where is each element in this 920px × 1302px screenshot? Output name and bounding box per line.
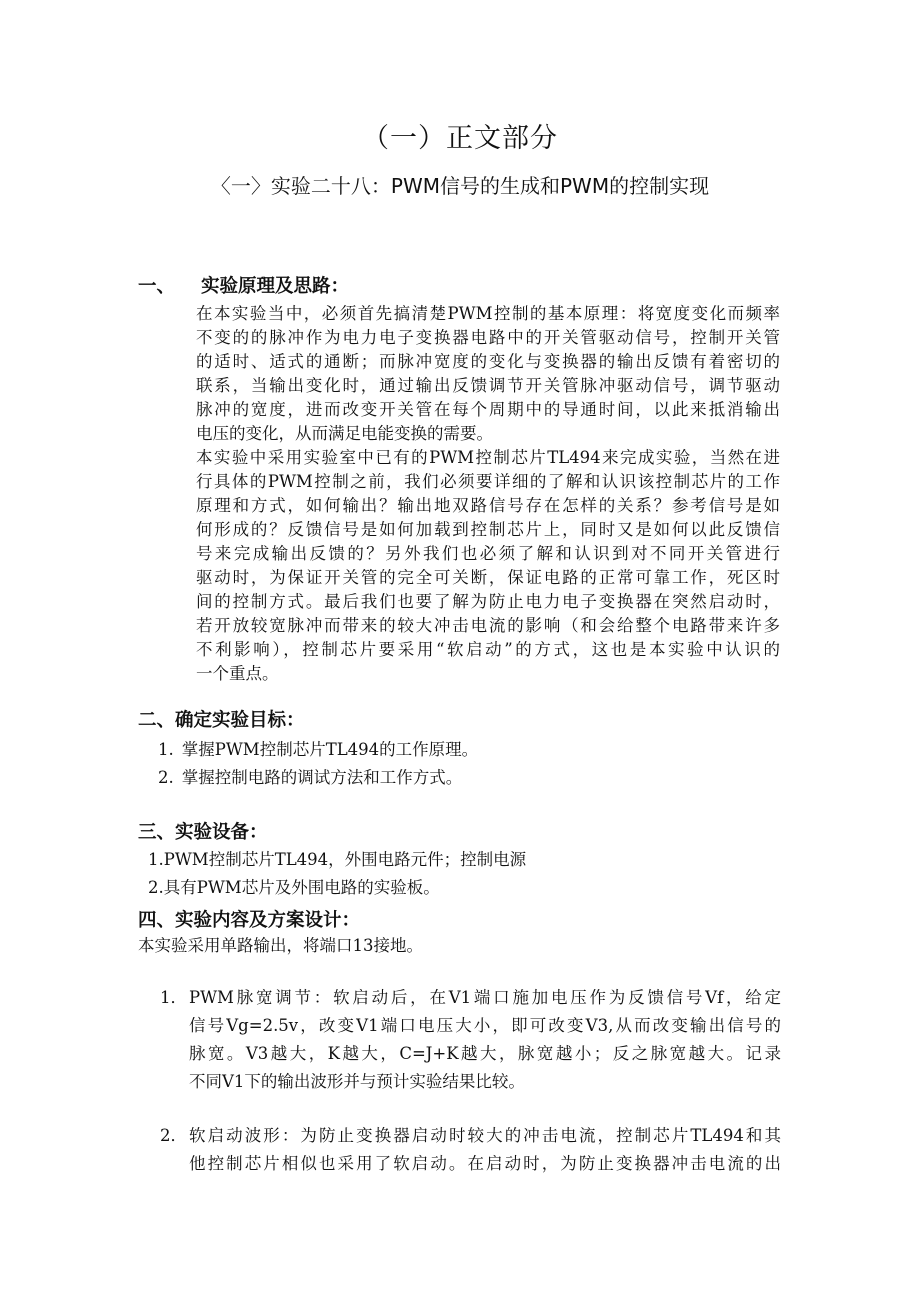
section-1-line: 驱动时，为保证开关管的完全可关断，保证电路的正常可靠工作，死区时: [196, 568, 780, 587]
content-item-1-line: 不同V1下的输出波形并与预计实验结果比较。: [189, 1072, 525, 1091]
section-1-line: 原理和方式，如何输出？输出地双路信号存在怎样的关系？参考信号是如: [196, 496, 780, 515]
section-1-line: 本实验中采用实验室中已有的PWM控制芯片TL494来完成实验，当然在进: [196, 448, 780, 467]
section-1-line: 不变的的脉冲作为电力电子变换器电路中的开关管驱动信号，控制开关管: [196, 328, 780, 347]
section-3-heading: 三、实验设备：: [138, 822, 268, 843]
section-1-line: 何形成的？反馈信号是如何加载到控制芯片上，同时又是如何以此反馈信: [196, 520, 780, 539]
content-item-1-number: 1．: [160, 988, 187, 1007]
section-1-line: 行具体的PWM控制之前，我们必须要详细的了解和认识该控制芯片的工作: [196, 472, 780, 491]
section-4-intro: 本实验采用单路输出，将端口13接地。: [138, 936, 423, 955]
section-1-line: 的适时、适式的通断；而脉冲宽度的变化与变换器的输出反馈有着密切的: [196, 352, 780, 371]
section-2-heading: 二、确定实验目标：: [138, 710, 305, 731]
goal-item-1-number: 1.: [158, 740, 174, 759]
section-1-title: 实验原理及思路：: [201, 276, 350, 297]
content-item-2-number: 2．: [160, 1126, 187, 1145]
section-1-number: 一、: [138, 276, 176, 297]
section-1-line: 不利影响），控制芯片要采用“软启动”的方式，这也是本实验中认识的: [196, 640, 780, 659]
content-item-1-line: PWM脉宽调节：软启动后，在V1端口施加电压作为反馈信号Vf，给定: [189, 988, 781, 1007]
section-1-line: 一个重点。: [196, 664, 279, 683]
goal-item-2-number: 2.: [158, 768, 174, 787]
content-item-1-line: 脉宽。V3越大，K越大，C=J+K越大，脉宽越小；反之脉宽越大。记录: [189, 1044, 781, 1063]
experiment-title: 〈一〉实验二十八：PWM信号的生成和PWM的控制实现: [210, 174, 710, 198]
equipment-item-2: 2.具有PWM芯片及外围电路的实验板。: [148, 878, 440, 897]
section-4-heading: 四、实验内容及方案设计：: [138, 910, 361, 931]
section-1-line: 联系，当输出变化时，通过输出反馈调节开关管脉冲驱动信号，调节驱动: [196, 376, 780, 395]
equipment-item-1: 1.PWM控制芯片TL494，外围电路元件；控制电源: [148, 850, 527, 869]
section-1-heading: [138, 272, 349, 298]
content-item-2-line: 软启动波形：为防止变换器启动时较大的冲击电流，控制芯片TL494和其: [189, 1126, 781, 1145]
section-1-line: 若开放较宽脉冲而带来的较大冲击电流的影响（和会给整个电路带来许多: [196, 616, 780, 635]
content-item-1-line: 信号Vg=2.5v，改变V1端口电压大小，即可改变V3,从而改变输出信号的: [189, 1016, 781, 1035]
goal-item-2: [158, 768, 462, 788]
page-title: （一）正文部分: [362, 123, 558, 154]
goal-item-1-text: 掌握PWM控制芯片TL494的工作原理。: [181, 740, 479, 759]
section-1-line: 在本实验当中，必须首先搞清楚PWM控制的基本原理：将宽度变化而频率: [196, 304, 780, 323]
section-1-line: 电压的变化，从而满足电能变换的需要。: [196, 424, 493, 443]
section-1-line: 号来完成输出反馈的？另外我们也必须了解和认识到对不同开关管进行: [196, 544, 780, 563]
content-item-2-line: 他控制芯片相似也采用了软启动。在启动时，为防止变换器冲击电流的出: [189, 1154, 781, 1173]
goal-item-2-text: 掌握控制电路的调试方法和工作方式。: [181, 768, 463, 787]
goal-item-1: [158, 740, 478, 760]
section-1-line: 脉冲的宽度，进而改变开关管在每个周期中的导通时间，以此来抵消输出: [196, 400, 780, 419]
section-1-line: 间的控制方式。最后我们也要了解为防止电力电子变换器在突然启动时，: [196, 592, 780, 611]
